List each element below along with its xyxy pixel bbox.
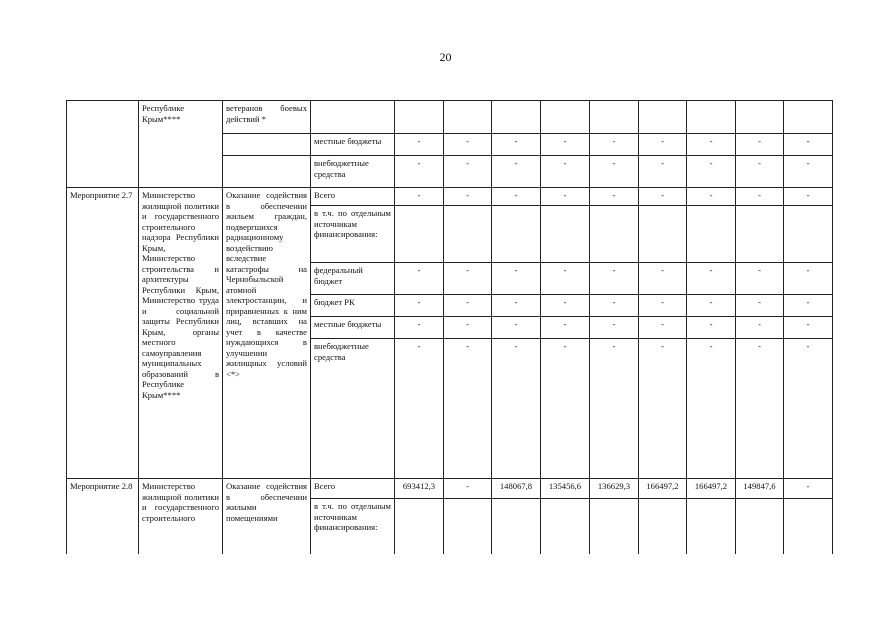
value-cell: - <box>639 134 687 156</box>
value-cell: - <box>687 188 736 206</box>
value-cell: - <box>590 295 639 317</box>
page-number: 20 <box>439 50 452 64</box>
value-cell <box>590 101 639 134</box>
value-cell: - <box>639 263 687 295</box>
table-row <box>67 188 833 206</box>
value-cell: - <box>395 134 444 156</box>
value-cell: - <box>444 317 492 339</box>
funding-source-cell: внебюджетные средства <box>311 339 395 479</box>
financing-table <box>66 100 833 554</box>
measure-name-cell <box>67 101 139 188</box>
measure-name-cell: Мероприятие 2.7 <box>67 188 139 479</box>
description-cell-empty <box>223 156 311 188</box>
funding-source-cell: местные бюджеты <box>311 134 395 156</box>
value-cell: - <box>687 156 736 188</box>
value-cell: - <box>590 263 639 295</box>
value-cell: - <box>736 317 784 339</box>
value-cell: - <box>492 263 541 295</box>
value-cell <box>395 499 444 554</box>
funding-source-cell: местные бюджеты <box>311 317 395 339</box>
value-cell <box>687 101 736 134</box>
value-cell <box>541 101 590 134</box>
value-cell: - <box>395 339 444 479</box>
value-cell <box>492 206 541 263</box>
value-cell: - <box>444 295 492 317</box>
value-cell: 148067,8 <box>492 479 541 499</box>
value-cell <box>687 206 736 263</box>
value-cell: - <box>444 263 492 295</box>
value-cell: - <box>395 188 444 206</box>
value-cell: - <box>736 188 784 206</box>
value-cell: - <box>687 295 736 317</box>
value-cell: 693412,3 <box>395 479 444 499</box>
table-row <box>67 479 833 499</box>
value-cell <box>784 499 833 554</box>
funding-source-cell: Всего <box>311 479 395 499</box>
value-cell: - <box>444 156 492 188</box>
value-cell <box>736 101 784 134</box>
value-cell: - <box>784 339 833 479</box>
value-cell <box>590 499 639 554</box>
table-row <box>67 101 833 134</box>
value-cell: - <box>541 188 590 206</box>
value-cell: - <box>492 317 541 339</box>
value-cell: - <box>590 339 639 479</box>
value-cell: - <box>736 156 784 188</box>
value-cell: - <box>541 156 590 188</box>
value-cell: - <box>444 134 492 156</box>
value-cell: - <box>395 295 444 317</box>
value-cell: - <box>492 134 541 156</box>
value-cell: - <box>639 188 687 206</box>
value-cell: - <box>444 188 492 206</box>
value-cell: - <box>590 156 639 188</box>
executor-cell: Республике Крым**** <box>139 101 223 188</box>
value-cell <box>541 499 590 554</box>
value-cell: - <box>784 134 833 156</box>
description-cell: Оказание содействия в обеспечении жильем граждан, подвергшихся радиационному воздействию вследствие катастрофы на Чернобыльской атомной электростанции, и приравненных к ним лиц, вставших на учет в качестве нуждающихся в улучшении жилищных условий <*> <box>223 188 311 479</box>
funding-source-cell <box>311 101 395 134</box>
value-cell: - <box>590 188 639 206</box>
description-cell-empty <box>223 134 311 156</box>
value-cell: - <box>784 295 833 317</box>
value-cell: - <box>492 295 541 317</box>
value-cell: - <box>736 339 784 479</box>
description-cell: Оказание содействия в обеспечении жилыми помещениями <box>223 479 311 554</box>
description-cell: ветеранов боевых действий * <box>223 101 311 134</box>
value-cell: - <box>541 317 590 339</box>
value-cell: - <box>784 263 833 295</box>
value-cell <box>492 499 541 554</box>
value-cell: - <box>541 263 590 295</box>
value-cell: 166497,2 <box>687 479 736 499</box>
value-cell: - <box>590 317 639 339</box>
funding-source-cell: Всего <box>311 188 395 206</box>
value-cell: - <box>492 339 541 479</box>
funding-source-cell: в т.ч. по отдельным источникам финансирования: <box>311 499 395 554</box>
value-cell: - <box>639 156 687 188</box>
funding-source-cell: в т.ч. по отдельным источникам финансирования: <box>311 206 395 263</box>
value-cell <box>395 101 444 134</box>
value-cell: - <box>784 188 833 206</box>
value-cell: - <box>444 339 492 479</box>
funding-source-cell: федеральный бюджет <box>311 263 395 295</box>
value-cell <box>444 499 492 554</box>
value-cell: - <box>784 317 833 339</box>
value-cell <box>639 101 687 134</box>
value-cell: - <box>736 295 784 317</box>
funding-source-cell: внебюджетные средства <box>311 156 395 188</box>
value-cell <box>736 499 784 554</box>
value-cell <box>395 206 444 263</box>
value-cell: - <box>395 317 444 339</box>
value-cell: 136629,3 <box>590 479 639 499</box>
value-cell: - <box>541 339 590 479</box>
value-cell: - <box>395 263 444 295</box>
value-cell: - <box>736 263 784 295</box>
executor-cell: Министерство жилищной политики и государственного строительного <box>139 479 223 554</box>
value-cell: - <box>687 263 736 295</box>
table-body <box>67 101 833 554</box>
value-cell <box>639 206 687 263</box>
value-cell <box>784 101 833 134</box>
executor-cell: Министерство жилищной политики и государственного строительного надзора Республики Крым, Министерство строительства и архитектуры Республики Крым, Министерство труда и социальной защиты Республики Крым, органы местного самоуправления муниципальных образований в Республике Крым**** <box>139 188 223 479</box>
value-cell <box>492 101 541 134</box>
value-cell <box>590 206 639 263</box>
value-cell <box>541 206 590 263</box>
value-cell <box>784 206 833 263</box>
value-cell <box>639 499 687 554</box>
value-cell: - <box>784 479 833 499</box>
value-cell: - <box>687 317 736 339</box>
value-cell <box>736 206 784 263</box>
measure-name-cell: Мероприятие 2.8 <box>67 479 139 554</box>
value-cell <box>444 101 492 134</box>
value-cell: - <box>492 156 541 188</box>
value-cell: 166497,2 <box>639 479 687 499</box>
value-cell: 135456,6 <box>541 479 590 499</box>
value-cell: 149847,6 <box>736 479 784 499</box>
value-cell: - <box>492 188 541 206</box>
value-cell: - <box>784 156 833 188</box>
value-cell: - <box>687 339 736 479</box>
value-cell: - <box>444 479 492 499</box>
value-cell: - <box>541 134 590 156</box>
value-cell: - <box>590 134 639 156</box>
value-cell: - <box>736 134 784 156</box>
value-cell: - <box>639 339 687 479</box>
value-cell <box>687 499 736 554</box>
funding-source-cell: бюджет РК <box>311 295 395 317</box>
value-cell <box>444 206 492 263</box>
value-cell: - <box>639 295 687 317</box>
value-cell: - <box>395 156 444 188</box>
value-cell: - <box>687 134 736 156</box>
value-cell: - <box>541 295 590 317</box>
value-cell: - <box>639 317 687 339</box>
